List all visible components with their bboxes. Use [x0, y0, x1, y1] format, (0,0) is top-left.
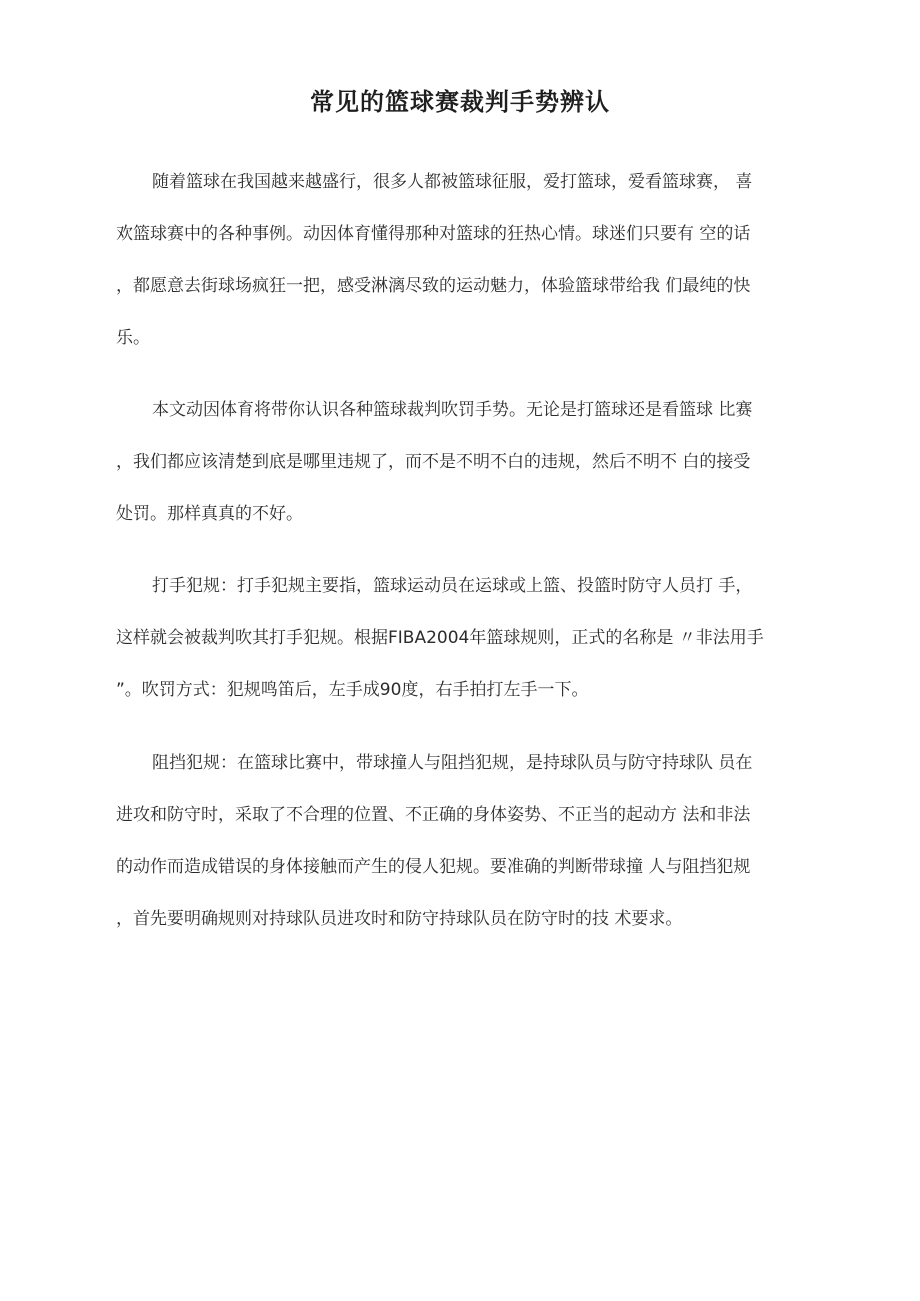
- paragraph-line: 处罚。那样真真的不好。: [116, 504, 303, 524]
- paragraph-hand-foul: [116, 560, 808, 716]
- paragraph-purpose: [116, 384, 808, 540]
- paragraph-line: 打手犯规：打手犯规主要指，篮球运动员在运球或上篮、投篮时防守人员打 手，: [152, 576, 753, 596]
- paragraph-line: ，首先要明确规则对持球队员进攻时和防守持球队员在防守时的技 术要求。: [116, 909, 683, 929]
- paragraph-line: ”。吹罚方式：犯规鸣笛后，左手成90度，右手拍打左手一下。: [116, 680, 589, 700]
- paragraph-line: ，我们都应该清楚到底是哪里违规了，而不是不明不白的违规，然后不明不 白的接受: [116, 452, 751, 472]
- paragraph-line: ，都愿意去街球场疯狂一把，感受淋漓尽致的运动魅力，体验篮球带给我 们最纯的快: [116, 276, 751, 296]
- paragraph-line: 进攻和防守时，采取了不合理的位置、不正确的身体姿势、不正当的起动方 法和非法: [116, 805, 751, 825]
- paragraph-line: 欢篮球赛中的各种事例。动因体育懂得那种对篮球的狂热心情。球迷们只要有 空的话: [116, 224, 751, 244]
- paragraph-intro: [116, 156, 808, 364]
- paragraph-line: 的动作而造成错误的身体接触而产生的侵人犯规。要准确的判断带球撞 人与阻挡犯规: [116, 857, 751, 877]
- document-title: 常见的篮球赛裁判手势辨认: [310, 88, 610, 116]
- paragraph-line: 乐。: [116, 328, 150, 348]
- paragraph-line: 随着篮球在我国越来越盛行，很多人都被篮球征服，爱打篮球，爱看篮球赛， 喜: [152, 172, 753, 192]
- paragraph-line: 这样就会被裁判吹其打手犯规。根据FIBA2004年篮球规则，正式的名称是 〃非法用手: [116, 628, 764, 648]
- paragraph-line: 阻挡犯规：在篮球比赛中，带球撞人与阻挡犯规，是持球队员与防守持球队 员在: [152, 753, 753, 773]
- paragraph-blocking-foul: [116, 737, 808, 945]
- paragraph-line: 本文动因体育将带你认识各种篮球裁判吹罚手势。无论是打篮球还是看篮球 比赛: [152, 400, 753, 420]
